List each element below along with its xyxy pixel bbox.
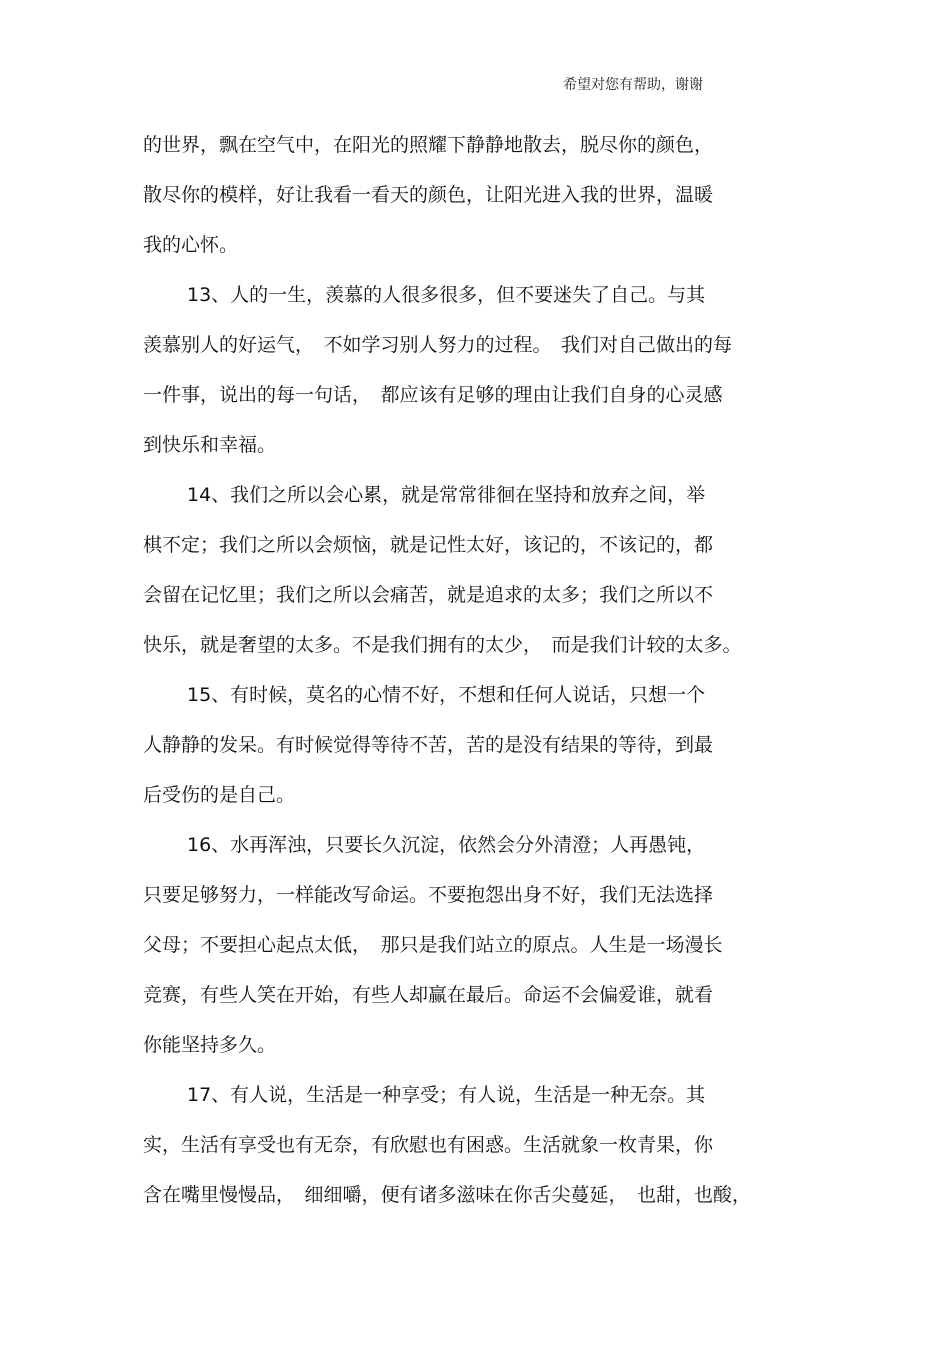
paragraph-16 (143, 828, 803, 1078)
paragraph-line: 14、我们之所以会心累，就是常常徘徊在坚持和放弃之间，举 (187, 484, 706, 506)
paragraph-line: 快乐，就是奢望的太多。不是我们拥有的太少， 而是我们计较的太多。 (143, 634, 742, 656)
document-body (143, 128, 803, 1228)
paragraph-17 (143, 1078, 803, 1228)
header-note: 希望对您有帮助，谢谢 (563, 77, 703, 93)
paragraph-line: 只要足够努力，一样能改写命运。不要抱怨出身不好，我们无法选择 (143, 884, 714, 906)
paragraph-14 (143, 478, 803, 678)
paragraph-line: 棋不定；我们之所以会烦恼，就是记性太好，该记的，不该记的，都 (143, 534, 714, 556)
paragraph-line: 羡慕别人的好运气， 不如学习别人努力的过程。 我们对自己做出的每 (143, 334, 733, 356)
paragraph-line: 到快乐和幸福。 (143, 434, 277, 456)
paragraph-line: 父母；不要担心起点太低， 那只是我们站立的原点。人生是一场漫长 (143, 934, 723, 956)
paragraph-15 (143, 678, 803, 828)
paragraph-line: 一件事，说出的每一句话， 都应该有足够的理由让我们自身的心灵感 (143, 384, 723, 406)
paragraph-line: 含在嘴里慢慢品， 细细嚼，便有诸多滋味在你舌尖蔓延， 也甜，也酸， (143, 1184, 752, 1206)
paragraph-continuation (143, 128, 803, 278)
paragraph-line: 竞赛，有些人笑在开始，有些人却赢在最后。命运不会偏爱谁，就看 (143, 984, 714, 1006)
paragraph-13 (143, 278, 803, 478)
paragraph-line: 13、人的一生，羡慕的人很多很多，但不要迷失了自己。与其 (187, 284, 706, 306)
paragraph-line: 16、水再浑浊，只要长久沉淀，依然会分外清澄；人再愚钝， (187, 834, 706, 856)
paragraph-line: 你能坚持多久。 (143, 1034, 277, 1056)
paragraph-line: 后受伤的是自己。 (143, 784, 296, 806)
paragraph-line: 散尽你的模样，好让我看一看天的颜色，让阳光进入我的世界，温暖 (143, 184, 714, 206)
paragraph-line: 我的心怀。 (143, 234, 239, 256)
paragraph-line: 的世界，飘在空气中，在阳光的照耀下静静地散去，脱尽你的颜色， (143, 134, 714, 156)
paragraph-line: 会留在记忆里；我们之所以会痛苦，就是追求的太多；我们之所以不 (143, 584, 714, 606)
paragraph-line: 实，生活有享受也有无奈，有欣慰也有困惑。生活就象一枚青果，你 (143, 1134, 714, 1156)
paragraph-line: 17、有人说，生活是一种享受；有人说，生活是一种无奈。其 (187, 1084, 706, 1106)
paragraph-line: 人静静的发呆。有时候觉得等待不苦，苦的是没有结果的等待，到最 (143, 734, 714, 756)
paragraph-line: 15、有时候，莫名的心情不好，不想和任何人说话，只想一个 (187, 684, 706, 706)
